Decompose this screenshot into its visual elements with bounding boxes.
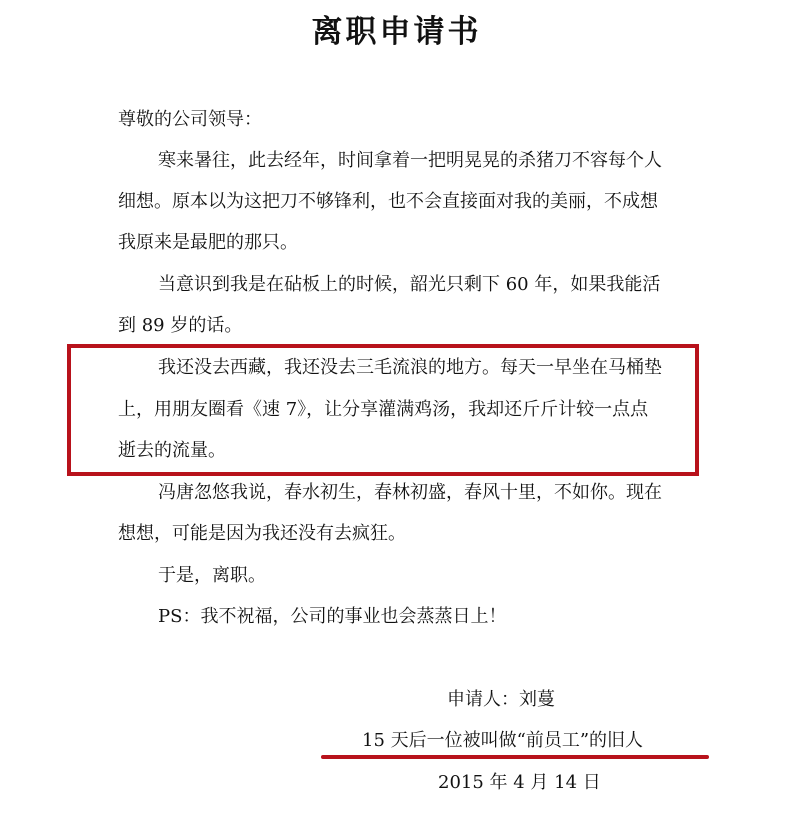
paragraph-line: 逝去的流量。 <box>118 440 226 461</box>
paragraph-line: 冯唐忽悠我说，春水初生，春林初盛，春风十里，不如你。现在 <box>158 482 662 503</box>
paragraph-line: 我还没去西藏，我还没去三毛流浪的地方。每天一早坐在马桶垫 <box>158 357 662 378</box>
paragraph-line: 想想，可能是因为我还没有去疯狂。 <box>118 523 406 544</box>
paragraph-line: 于是，离职。 <box>158 565 266 586</box>
signature-note: 15 天后一位被叫做“前员工”的旧人 <box>362 730 644 751</box>
paragraph-line: 到 89 岁的话。 <box>118 315 243 336</box>
paragraph-line: 寒来暑往，此去经年，时间拿着一把明晃晃的杀猪刀不容每个人 <box>158 150 662 171</box>
paragraph-line: PS：我不祝福，公司的事业也会蒸蒸日上！ <box>158 606 507 627</box>
document-title: 离职申请书 <box>311 14 482 50</box>
salutation: 尊敬的公司领导： <box>118 109 262 130</box>
signature-date: 2015 年 4 月 14 日 <box>438 772 601 793</box>
paragraph-line: 细想。原本以为这把刀不够锋利，也不会直接面对我的美丽，不成想 <box>118 191 658 212</box>
paragraph-line: 当意识到我是在砧板上的时候，韶光只剩下 60 年，如果我能活 <box>158 274 661 295</box>
red-highlight-box <box>67 344 699 476</box>
applicant-signature: 申请人：刘蔓 <box>447 689 555 710</box>
red-underline-mark <box>321 755 709 759</box>
paragraph-line: 上，用朋友圈看《速 7》，让分享灌满鸡汤，我却还斤斤计较一点点 <box>118 399 649 420</box>
paragraph-line: 我原来是最肥的那只。 <box>118 232 298 253</box>
